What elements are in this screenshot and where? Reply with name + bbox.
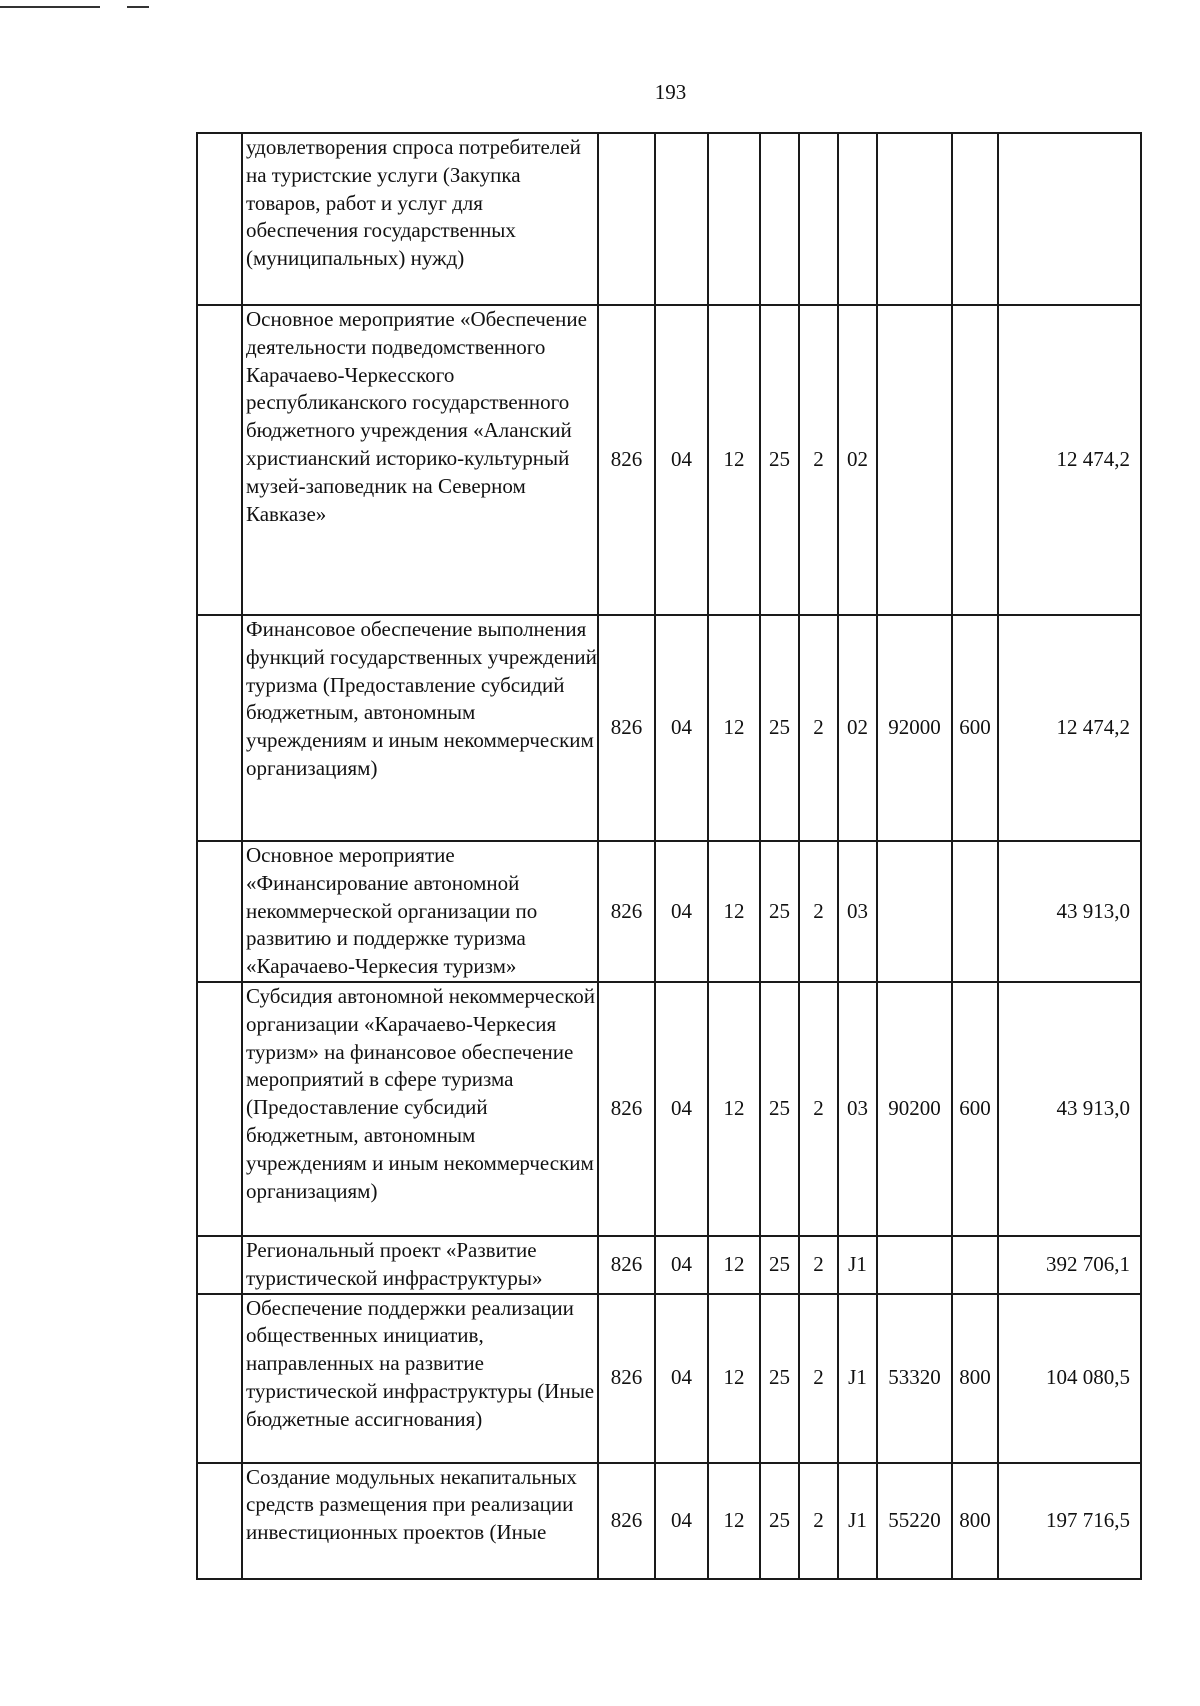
ministry-code-cell xyxy=(598,133,655,305)
event-code-cell: J1 xyxy=(838,1294,877,1463)
table-row xyxy=(197,1236,1141,1294)
subsection-code-cell: 12 xyxy=(708,1294,760,1463)
direction-code-cell xyxy=(877,133,952,305)
direction-code-cell xyxy=(877,841,952,982)
direction-code-cell: 92000 xyxy=(877,615,952,841)
table-row xyxy=(197,133,1141,305)
amount-cell xyxy=(998,133,1141,305)
expense-type-cell xyxy=(952,1236,998,1294)
event-code-cell: 02 xyxy=(838,615,877,841)
subsection-code-cell: 12 xyxy=(708,982,760,1236)
expense-type-cell xyxy=(952,133,998,305)
subprogram-code-cell: 2 xyxy=(799,1236,838,1294)
amount-cell: 43 913,0 xyxy=(998,982,1141,1236)
row-name-cell: Создание модульных некапитальных средств размещения при реализации инвестиционных проектов (Иные xyxy=(242,1463,598,1579)
row-name-cell: Основное мероприятие «Финансирование автономной некоммерческой организации по развитию и поддержке туризма «Карачаево-Черкесия туризм» xyxy=(242,841,598,982)
direction-code-cell: 53320 xyxy=(877,1294,952,1463)
table-row xyxy=(197,1294,1141,1463)
expense-type-cell xyxy=(952,305,998,615)
subprogram-code-cell: 2 xyxy=(799,305,838,615)
amount-cell: 43 913,0 xyxy=(998,841,1141,982)
row-number-cell xyxy=(197,1236,242,1294)
event-code-cell: 02 xyxy=(838,305,877,615)
direction-code-cell: 90200 xyxy=(877,982,952,1236)
section-code-cell: 04 xyxy=(655,1463,708,1579)
row-name-cell: Субсидия автономной некоммерческой организации «Карачаево-Черкесия туризм» на финансовое обеспечение мероприятий в сфере туризма (Предоставление субсидий бюджетным, автономным учреждениям и иным некоммерческим организациям) xyxy=(242,982,598,1236)
row-name-cell: Региональный проект «Развитие туристической инфраструктуры» xyxy=(242,1236,598,1294)
amount-cell: 197 716,5 xyxy=(998,1463,1141,1579)
row-name-cell: Финансовое обеспечение выполнения функций государственных учреждений туризма (Предоставление субсидий бюджетным, автономным учреждениям и иным некоммерческим организациям) xyxy=(242,615,598,841)
table-row xyxy=(197,305,1141,615)
row-number-cell xyxy=(197,133,242,305)
direction-code-cell xyxy=(877,1236,952,1294)
subprogram-code-cell: 2 xyxy=(799,1294,838,1463)
row-number-cell xyxy=(197,1463,242,1579)
amount-cell: 12 474,2 xyxy=(998,615,1141,841)
row-name-cell: Основное мероприятие «Обеспечение деятельности подведомственного Карачаево-Черкесского республиканского государственного бюджетного учреждения «Аланский христианский историко-культурный музей-заповедник на Северном Кавказе» xyxy=(242,305,598,615)
subsection-code-cell: 12 xyxy=(708,305,760,615)
section-code-cell: 04 xyxy=(655,615,708,841)
subprogram-code-cell xyxy=(799,133,838,305)
expense-type-cell xyxy=(952,841,998,982)
table-row xyxy=(197,615,1141,841)
subsection-code-cell: 12 xyxy=(708,841,760,982)
program-code-cell: 25 xyxy=(760,305,799,615)
program-code-cell: 25 xyxy=(760,1463,799,1579)
table-row xyxy=(197,841,1141,982)
ministry-code-cell: 826 xyxy=(598,1236,655,1294)
program-code-cell: 25 xyxy=(760,615,799,841)
section-code-cell: 04 xyxy=(655,841,708,982)
budget-table xyxy=(196,132,1142,1580)
event-code-cell: J1 xyxy=(838,1463,877,1579)
expense-type-cell: 600 xyxy=(952,615,998,841)
amount-cell: 392 706,1 xyxy=(998,1236,1141,1294)
subprogram-code-cell: 2 xyxy=(799,841,838,982)
event-code-cell: 03 xyxy=(838,982,877,1236)
subprogram-code-cell: 2 xyxy=(799,982,838,1236)
program-code-cell: 25 xyxy=(760,1236,799,1294)
ministry-code-cell: 826 xyxy=(598,1294,655,1463)
section-code-cell: 04 xyxy=(655,982,708,1236)
direction-code-cell xyxy=(877,305,952,615)
row-name-cell: удовлетворения спроса потребителей на туристские услуги (Закупка товаров, работ и услуг для обеспечения государственных (муниципальных) нужд) xyxy=(242,133,598,305)
row-number-cell xyxy=(197,615,242,841)
row-number-cell xyxy=(197,982,242,1236)
subsection-code-cell: 12 xyxy=(708,1236,760,1294)
page-number: 193 xyxy=(654,80,687,104)
section-code-cell: 04 xyxy=(655,1294,708,1463)
amount-cell: 104 080,5 xyxy=(998,1294,1141,1463)
expense-type-cell: 600 xyxy=(952,982,998,1236)
ministry-code-cell: 826 xyxy=(598,982,655,1236)
ministry-code-cell: 826 xyxy=(598,841,655,982)
event-code-cell: 03 xyxy=(838,841,877,982)
event-code-cell: J1 xyxy=(838,1236,877,1294)
subsection-code-cell xyxy=(708,133,760,305)
subsection-code-cell: 12 xyxy=(708,1463,760,1579)
row-number-cell xyxy=(197,305,242,615)
program-code-cell: 25 xyxy=(760,841,799,982)
row-number-cell xyxy=(197,841,242,982)
program-code-cell xyxy=(760,133,799,305)
expense-type-cell: 800 xyxy=(952,1463,998,1579)
direction-code-cell: 55220 xyxy=(877,1463,952,1579)
amount-cell: 12 474,2 xyxy=(998,305,1141,615)
table-row xyxy=(197,1463,1141,1579)
section-code-cell: 04 xyxy=(655,1236,708,1294)
expense-type-cell: 800 xyxy=(952,1294,998,1463)
table-row xyxy=(197,982,1141,1236)
subprogram-code-cell: 2 xyxy=(799,615,838,841)
ministry-code-cell: 826 xyxy=(598,305,655,615)
row-number-cell xyxy=(197,1294,242,1463)
row-name-cell: Обеспечение поддержки реализации общественных инициатив, направленных на развитие туристической инфраструктуры (Иные бюджетные ассигнования) xyxy=(242,1294,598,1463)
program-code-cell: 25 xyxy=(760,982,799,1236)
ministry-code-cell: 826 xyxy=(598,1463,655,1579)
ministry-code-cell: 826 xyxy=(598,615,655,841)
event-code-cell xyxy=(838,133,877,305)
subprogram-code-cell: 2 xyxy=(799,1463,838,1579)
scan-artifact-line xyxy=(0,6,100,8)
section-code-cell: 04 xyxy=(655,305,708,615)
section-code-cell xyxy=(655,133,708,305)
scan-artifact-line xyxy=(127,6,149,8)
program-code-cell: 25 xyxy=(760,1294,799,1463)
subsection-code-cell: 12 xyxy=(708,615,760,841)
